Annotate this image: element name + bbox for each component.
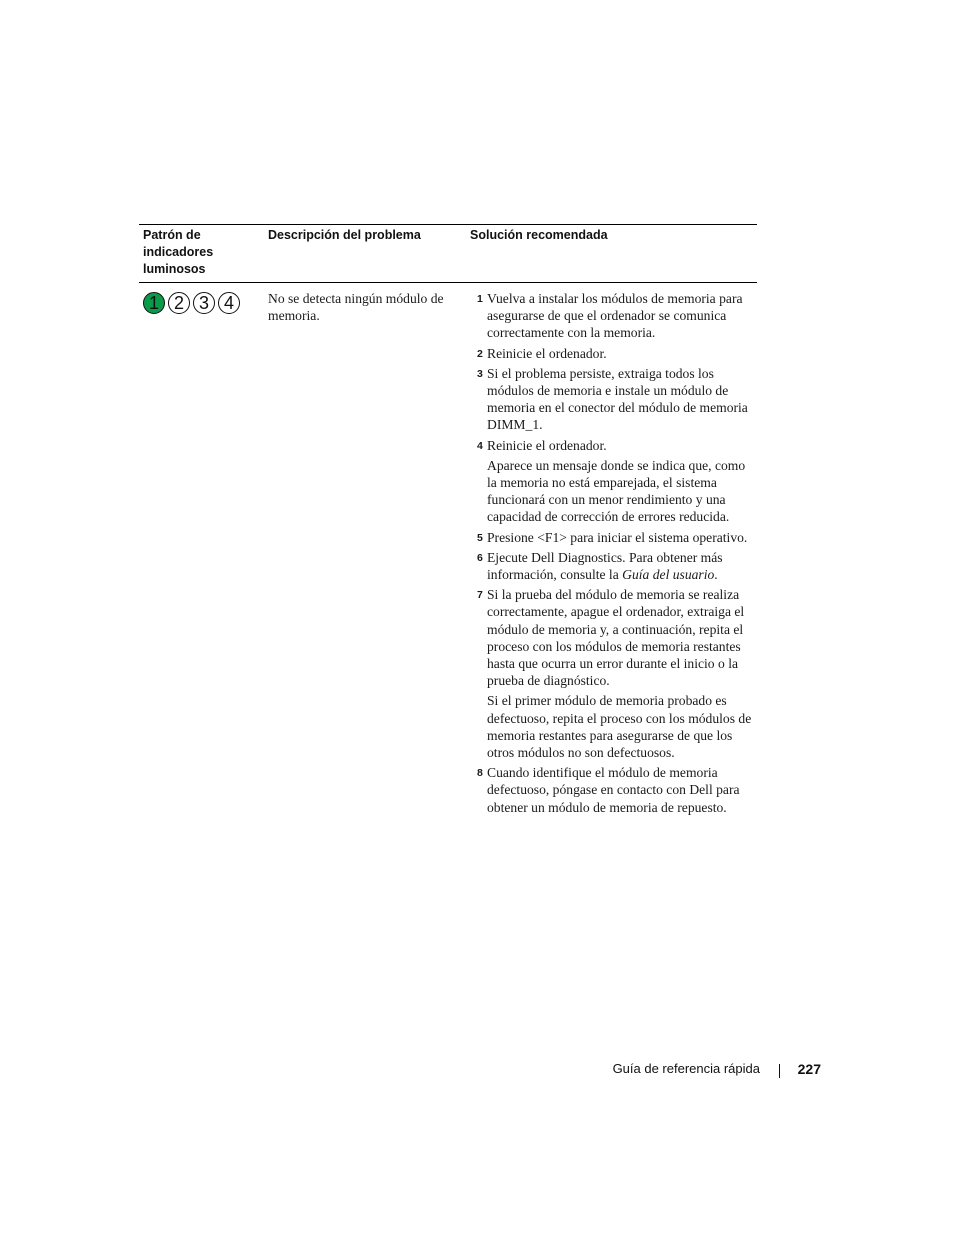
footer-title: Guía de referencia rápida [612,1061,760,1076]
step-number: 6 [477,551,483,564]
solution-step [477,549,757,583]
step-number: 4 [477,439,483,452]
solution-step [477,290,757,342]
step-number: 5 [477,531,483,544]
header-problem-description: Descripción del problema [268,228,421,242]
page-number: 227 [797,1061,821,1077]
led-pattern [143,292,240,314]
led-4-icon: 4 [218,292,240,314]
step-number: 2 [477,347,483,360]
step-number: 1 [477,293,483,305]
step-text: Si el problema persiste, extraiga todos los módulos de memoria e instale un módulo de memoria en el conector del módulo de memoria DIMM_1. [487,365,748,433]
step-text: Vuelva a instalar los módulos de memoria para asegurarse de que el ordenador se comunica correctamente con la memoria. [487,291,743,341]
step-text: Cuando identifique el módulo de memoria defectuoso, póngase en contacto con Dell para obtener un módulo de memoria de repuesto. [487,765,740,815]
solution-step [477,437,757,454]
header-recommended-solution: Solución recomendada [470,228,608,242]
step-number: 7 [477,589,483,602]
problem-description: No se detecta ningún módulo de memoria. [268,291,444,324]
solution-step [477,764,757,816]
table-header-row [139,225,757,282]
led-3-icon: 3 [193,292,215,314]
step-text: Reinicie el ordenador. [487,345,607,361]
solution-step [477,529,757,546]
table-header-rule [139,282,757,283]
solution-step [477,586,757,689]
step-number: 3 [477,367,483,380]
solution-step [477,365,757,434]
step-text: Reinicie el ordenador. [487,437,607,453]
troubleshooting-table [139,224,757,815]
solution-step [477,345,757,362]
led-1-icon: 1 [143,292,165,314]
user-guide-reference: Guía del usuario [622,567,715,583]
step-number: 8 [477,767,483,780]
header-led-pattern: Patrón de indicadores luminosos [143,228,214,276]
step-note: Aparece un mensaje donde se indica que, como la memoria no está emparejada, el sistema funcionará con un menor rendimiento y una capacidad de corrección de errores reducida. [487,457,746,525]
step-text-end: . [714,567,718,583]
footer-separator [779,1064,780,1078]
led-2-icon: 2 [168,292,190,314]
step-note: Si el primer módulo de memoria probado es defectuoso, repita el proceso con los módulos de memoria restantes para asegurarse de que los otros módulos no son defectuosos. [487,693,752,761]
step-text: Presione <F1> para iniciar el sistema operativo. [487,529,748,545]
step-text: Ejecute Dell Diagnostics. Para obtener más información, consulte la [487,549,723,583]
step-text: Si la prueba del módulo de memoria se realiza correctamente, apague el ordenador, extraiga el módulo de memoria y, a continuación, repita el proceso con los módulos de memoria restantes hasta que ocurra un error durante el inicio o la prueba de diagnóstico. [487,587,745,689]
solution-steps [477,290,757,819]
